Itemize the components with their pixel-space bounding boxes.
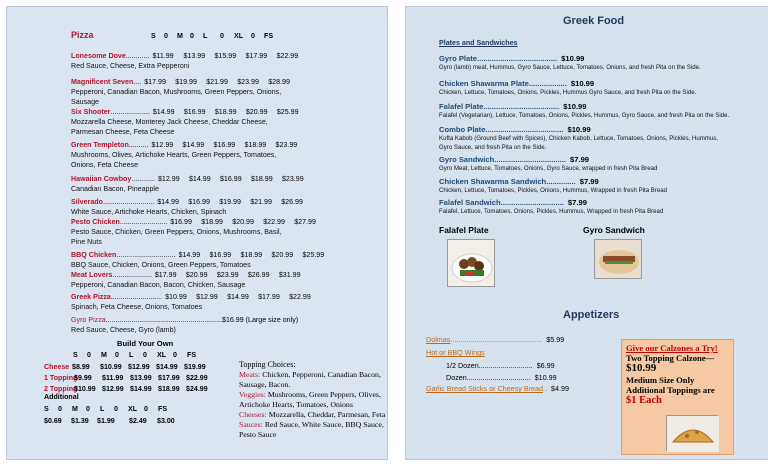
topping-label: Veggies: — [239, 390, 266, 399]
promo-line3: Medium Size Only — [626, 375, 695, 385]
topping-line — [239, 370, 381, 379]
appetizer-price: $4.99 — [551, 384, 570, 393]
topping-choices-heading: Topping Choices: — [239, 360, 296, 369]
pizza-dots: .......................... — [110, 293, 163, 301]
greek-item-name: Gyro Plate — [439, 54, 477, 63]
pizza-price: $23.99 — [281, 175, 304, 183]
additional-price-l: $1.99 — [97, 417, 115, 425]
build-row-price: $10.99 — [74, 385, 96, 393]
pizza-dots: .............................. — [116, 251, 176, 259]
pizza-price: $14.99 — [157, 198, 179, 206]
build-row-price: $17.99 — [158, 374, 180, 382]
pizza-price: $14.99 — [178, 251, 201, 259]
pizza-price: $14.99 — [182, 141, 205, 149]
pizza-row — [71, 293, 317, 302]
gyro-pizza-desc: Red Sauce, Cheese, Gyro (lamb) — [71, 326, 176, 334]
pizza-description: Parmesan Cheese, Feta Cheese — [71, 128, 175, 136]
calzone-promo-box — [621, 339, 734, 455]
greek-item-row — [439, 102, 587, 111]
greek-item-dots: .................................. — [494, 155, 567, 164]
build-header-m: M — [101, 351, 107, 359]
pizza-price: $11.99 — [152, 52, 174, 60]
promo-line5: $1 Each — [626, 395, 662, 406]
pizza-price: $13.99 — [183, 52, 206, 60]
greek-item-desc: Kufta Kabob (Ground Beef with Spices), Chicken Kabob, Lettuce, Tomatoes, Onions, Pickles, Hummus, — [439, 135, 718, 142]
build-row — [44, 363, 212, 371]
appetizer-row — [426, 335, 564, 344]
pizza-price: $22.99 — [263, 218, 285, 226]
greek-item-desc: Gyro Sauce, and fresh Pita on the Side. — [439, 144, 547, 151]
pizza-price: $17.99 — [154, 271, 177, 279]
gyro-sandwich-image — [595, 240, 642, 279]
falafel-plate-photo — [447, 239, 495, 287]
build-header-s: S — [73, 351, 78, 359]
greek-item-price: $7.99 — [567, 198, 587, 207]
additional-size-headers — [44, 405, 172, 413]
size-header-sep: 0 — [164, 32, 168, 40]
falafel-plate-image — [448, 240, 495, 287]
pizza-name: Green Templeton — [71, 141, 129, 149]
pizza-price: $16.99 — [188, 198, 210, 206]
pizza-dots: .................... — [112, 271, 152, 279]
pizza-name: Pesto Chicken — [71, 218, 120, 226]
build-header-sep: 0 — [173, 351, 177, 359]
greek-item-name: Gyro Sandwich — [439, 155, 495, 164]
pizza-price: $26.99 — [281, 198, 303, 206]
build-row-price: $19.99 — [184, 363, 206, 371]
greek-item-desc: Chicken, Lettuce, Tomatoes, Pickles, Onions, Hummus, Wrapped in fresh Pita Bread — [439, 187, 668, 194]
pizza-price: $23.99 — [275, 141, 298, 149]
size-header-sep: 0 — [220, 32, 224, 40]
pizza-description: Mozzarella Cheese, Monterey Jack Cheese, Cheddar Cheese, — [71, 118, 268, 126]
greek-item-name: Chicken Shawarma Plate — [439, 79, 529, 88]
build-header-sep: 0 — [115, 351, 119, 359]
size-header-fs: FS — [264, 32, 274, 40]
pizza-row — [71, 271, 307, 280]
build-row-price: $9.99 — [74, 374, 92, 382]
topping-cont: Pesto Sauce — [239, 430, 277, 439]
pizza-row — [71, 78, 296, 87]
topping-label: Cheeses: — [239, 410, 267, 419]
pizza-menu-page — [6, 6, 388, 460]
pizza-row — [71, 52, 304, 61]
build-row-price: $11.99 — [102, 374, 124, 382]
pizza-dots: ........................ — [119, 218, 168, 226]
pizza-name: Six Shooter — [71, 108, 111, 116]
greek-item-price: $10.99 — [567, 125, 591, 134]
pizza-price: $20.99 — [232, 218, 254, 226]
pizza-description: Onions, Feta Cheese — [71, 161, 139, 169]
additional-header-sep: 0 — [58, 405, 62, 413]
build-row-label: Cheese — [44, 363, 70, 371]
appetizers-title: Appetizers — [563, 309, 620, 321]
topping-line — [239, 420, 384, 429]
pizza-name: Hawaiian Cowboy — [71, 175, 132, 183]
additional-price-s: $0.69 — [44, 417, 62, 425]
pizza-name: Greek Pizza — [71, 293, 111, 301]
greek-item-dots: ...................................... — [476, 54, 558, 63]
pizza-name: Meat Lovers — [71, 271, 113, 279]
promo-price: $10.99 — [626, 362, 657, 374]
build-row — [44, 385, 214, 393]
pizza-row — [71, 251, 330, 260]
plates-sandwiches-heading: Plates and Sandwiches — [439, 39, 518, 47]
pizza-description: Sausage — [71, 98, 100, 106]
build-row-price: $12.99 — [128, 363, 150, 371]
additional-header-sep: 0 — [86, 405, 90, 413]
greek-item-row — [439, 177, 599, 186]
gyro-pizza-name: Gyro Pizza — [71, 316, 106, 324]
topping-text: Red Sauce, White Sauce, BBQ Sauce, — [264, 420, 384, 429]
size-header-l: L — [203, 32, 208, 40]
build-size-headers — [73, 351, 201, 359]
size-header-s: S — [151, 32, 156, 40]
appetizer-price — [485, 348, 489, 357]
pizza-row — [71, 175, 310, 184]
appetizer-name: Garlic Bread Sticks or Cheesy Bread — [426, 384, 544, 393]
additional-price-fs: $3.00 — [157, 417, 175, 425]
build-row-price: $24.99 — [186, 385, 208, 393]
pizza-price: $20.99 — [271, 251, 294, 259]
appetizer-dots: ................................ — [466, 373, 531, 382]
build-row-label: 2 Topping — [44, 385, 78, 393]
pizza-price: $16.99 — [219, 175, 242, 183]
topping-label: Meats: — [239, 370, 261, 379]
pizza-price: $12.99 — [151, 141, 174, 149]
pizza-price: $16.99 — [170, 218, 192, 226]
pizza-description: Spinach, Feta Cheese, Onions, Tomatoes — [71, 303, 203, 311]
greek-item-name: Combo Plate — [439, 125, 486, 134]
pizza-description: White Sauce, Artichoke Hearts, Chicken, Spinach — [71, 208, 227, 216]
topping-text: Mushrooms, Green Peppers, Olives, — [267, 390, 381, 399]
greek-item-row — [439, 79, 594, 88]
promo-line1: Give our Calzones a Try! — [626, 343, 718, 353]
pizza-description: Pine Nuts — [71, 238, 102, 246]
appetizer-dots: .............................................. — [450, 335, 543, 344]
pizza-price: $18.99 — [214, 108, 237, 116]
build-your-own-heading: Build Your Own — [117, 339, 174, 348]
pizza-price: $21.99 — [250, 198, 272, 206]
pizza-price: $14.99 — [227, 293, 249, 301]
greek-item-desc: Gyro Meat, Lettuce, Tomatoes, Onions, Gyro Sauce, wrapped in fresh Pita Bread — [439, 165, 658, 172]
pizza-price: $31.99 — [278, 271, 301, 279]
falafel-plate-photo-label: Falafel Plate — [439, 225, 489, 235]
topping-line — [239, 390, 381, 399]
greek-food-page — [405, 6, 768, 460]
build-row — [44, 374, 214, 382]
pizza-price: $22.99 — [276, 52, 299, 60]
appetizer-name: Dolmas — [426, 335, 451, 344]
pizza-price: $26.99 — [247, 271, 270, 279]
gyro-pizza-row — [71, 316, 298, 325]
pizza-heading: Pizza — [71, 30, 94, 40]
pizza-description: Red Sauce, Cheese, Extra Pepperoni — [71, 62, 190, 70]
pizza-price: $18.99 — [201, 218, 223, 226]
greek-item-row — [439, 198, 587, 207]
pizza-price: $23.99 — [216, 271, 239, 279]
additional-header-sep: 0 — [144, 405, 148, 413]
appetizer-name: Dozen — [446, 373, 467, 382]
pizza-dots: .... — [133, 78, 142, 86]
pizza-description: Canadian Bacon, Pineapple — [71, 185, 159, 193]
pizza-price: $19.99 — [175, 78, 197, 86]
promo-line4: Additional Toppings are — [626, 385, 715, 395]
additional-price-xl: $2.49 — [129, 417, 147, 425]
pizza-price: $18.99 — [250, 175, 273, 183]
size-header-sep: 0 — [190, 32, 194, 40]
appetizer-row — [446, 373, 557, 382]
greek-item-name: Falafel Sandwich — [439, 198, 501, 207]
additional-header-m: M — [72, 405, 78, 413]
pizza-description: Pepperoni, Canadian Bacon, Bacon, Chicken, Sausage — [71, 281, 246, 289]
gyro-pizza-price: $16.99 (Large size only) — [222, 316, 299, 324]
pizza-row — [71, 141, 304, 150]
pizza-price: $18.99 — [244, 141, 267, 149]
pizza-price: $28.99 — [268, 78, 290, 86]
appetizer-name: Hot or BBQ Wings — [426, 348, 485, 357]
pizza-name: BBQ Chicken — [71, 251, 117, 259]
pizza-price: $12.99 — [196, 293, 218, 301]
additional-header-l: L — [100, 405, 105, 413]
pizza-price: $15.99 — [214, 52, 237, 60]
greek-item-dots: ..................................... — [485, 125, 564, 134]
build-row-price: $22.99 — [186, 374, 208, 382]
calzone-image — [667, 416, 719, 452]
pizza-price: $14.99 — [188, 175, 211, 183]
size-header-sep: 0 — [251, 32, 255, 40]
appetizer-price: $10.99 — [534, 373, 557, 382]
pizza-size-headers — [151, 32, 277, 41]
pizza-dots: .......................... — [102, 198, 155, 206]
pizza-price: $19.99 — [219, 198, 241, 206]
pizza-description: Mushrooms, Olives, Artichoke Hearts, Green Peppers, Tomatoes, — [71, 151, 277, 159]
pizza-price: $16.99 — [183, 108, 206, 116]
pizza-price: $20.99 — [185, 271, 208, 279]
pizza-price: $21.99 — [206, 78, 228, 86]
build-header-xl: XL — [157, 351, 167, 359]
additional-header-xl: XL — [128, 405, 138, 413]
greek-item-desc: Chicken, Lettuce, Tomatoes, Onions, Pickles, Hummus Gyro Sauce, and fresh Pita on the Side. — [439, 89, 697, 96]
additional-label: Additional — [44, 393, 79, 401]
appetizer-row — [426, 384, 569, 393]
pizza-price: $14.99 — [152, 108, 175, 116]
greek-item-dots: .............. — [546, 177, 576, 186]
pizza-price: $10.99 — [165, 293, 187, 301]
appetizer-dots: .. — [543, 384, 548, 393]
greek-item-dots: .............................. — [500, 198, 564, 207]
greek-item-dots: .................................... — [483, 102, 560, 111]
greek-item-row — [439, 155, 589, 164]
pizza-dots: ............ — [131, 175, 155, 183]
appetizer-row — [446, 361, 555, 370]
pizza-price: $23.99 — [237, 78, 259, 86]
appetizer-price: $5.99 — [546, 335, 565, 344]
build-header-fs: FS — [187, 351, 197, 359]
additional-price-m: $1.39 — [71, 417, 89, 425]
pizza-row — [71, 198, 309, 207]
pizza-price: $17.99 — [144, 78, 166, 86]
pizza-row — [71, 108, 305, 117]
greek-item-price: $10.99 — [561, 54, 585, 63]
build-header-sep: 0 — [87, 351, 91, 359]
greek-item-desc: Falafel, Lettuce, Tomatoes, Onions, Pickles, Hummus, Wrapped in fresh Pita Bread — [439, 208, 664, 215]
topping-text: Mozzarella, Cheddar, Parmesan, Feta — [268, 410, 386, 419]
pizza-price: $17.99 — [258, 293, 280, 301]
pizza-price: $20.99 — [245, 108, 268, 116]
topping-text: Chicken, Pepperoni, Canadian Bacon, — [262, 370, 381, 379]
greek-item-name: Chicken Shawarma Sandwich — [439, 177, 547, 186]
pizza-description: Pesto Sauce, Chicken, Green Peppers, Onions, Mushrooms, Basil, — [71, 228, 282, 236]
greek-item-name: Falafel Plate — [439, 102, 484, 111]
greek-item-desc: Falafel (Vegetarian), Lettuce, Tomatoes, Onions, Pickles, Hummus, Gyro Sauce, and fresh Pita on the Side. — [439, 112, 730, 119]
build-row-price: $10.99 — [100, 363, 122, 371]
greek-item-price: $10.99 — [570, 79, 595, 88]
appetizer-row — [426, 348, 489, 357]
greek-item-price: $7.99 — [570, 155, 590, 164]
pizza-price: $17.99 — [245, 52, 268, 60]
greek-item-row — [439, 54, 584, 63]
build-header-l: L — [129, 351, 134, 359]
greek-food-title: Greek Food — [563, 15, 625, 27]
pizza-description: Pepperoni, Canadian Bacon, Mushrooms, Green Peppers, Onions, — [71, 88, 282, 96]
size-header-m: M — [177, 32, 183, 40]
topping-line — [239, 410, 385, 419]
pizza-dots: ............ — [125, 52, 150, 60]
pizza-row — [71, 218, 322, 227]
build-row-label: 1 Topping — [44, 374, 78, 382]
calzone-photo — [666, 415, 718, 451]
appetizer-dots: ........................... — [478, 361, 533, 370]
greek-item-price: $10.99 — [563, 102, 587, 111]
topping-label: Sauces: — [239, 420, 263, 429]
build-header-sep: 0 — [143, 351, 147, 359]
build-row-price: $14.99 — [130, 385, 152, 393]
pizza-price: $27.99 — [294, 218, 316, 226]
appetizer-name: 1/2 Dozen — [446, 361, 479, 370]
size-header-xl: XL — [234, 32, 244, 40]
build-row-price: $18.99 — [158, 385, 180, 393]
pizza-price: $16.99 — [213, 141, 236, 149]
pizza-name: Magnificent Seven — [71, 78, 134, 86]
topping-cont: Sausage, Bacon. — [239, 380, 291, 389]
build-row-price: $14.99 — [156, 363, 178, 371]
build-row-price: $8.99 — [72, 363, 90, 371]
pizza-price: $25.99 — [276, 108, 299, 116]
gyro-pizza-dots: ........................................................... — [105, 316, 222, 324]
topping-cont: Artichoke Hearts, Tomatoes, Onions — [239, 400, 353, 409]
additional-header-s: S — [44, 405, 49, 413]
pizza-price: $12.99 — [157, 175, 180, 183]
pizza-description: BBQ Sauce, Chicken, Onions, Green Peppers, Tomatoes — [71, 261, 251, 269]
gyro-sandwich-photo — [594, 239, 642, 279]
promo-line2: Two Topping Calzone— — [626, 353, 715, 363]
pizza-price: $22.99 — [289, 293, 311, 301]
greek-item-desc: Gyro (lamb) meat, Hummus, Gyro Sauce, Lettuce, Tomatoes, Onions, and fresh Pita on the Side. — [439, 64, 701, 71]
pizza-dots: .................... — [110, 108, 150, 116]
appetizer-price: $6.99 — [536, 361, 555, 370]
pizza-price: $16.99 — [209, 251, 232, 259]
greek-item-row — [439, 125, 591, 134]
pizza-name: Silverado — [71, 198, 103, 206]
additional-prices — [44, 417, 183, 425]
greek-item-price: $7.99 — [579, 177, 599, 186]
build-row-price: $13.99 — [130, 374, 152, 382]
pizza-price: $18.99 — [240, 251, 263, 259]
build-row-price: $12.99 — [102, 385, 124, 393]
pizza-name: Lonesome Dove — [71, 52, 126, 60]
greek-item-dots: .................. — [528, 79, 567, 88]
pizza-price: $25.99 — [302, 251, 325, 259]
gyro-sandwich-photo-label: Gyro Sandwich — [583, 225, 645, 235]
additional-header-fs: FS — [158, 405, 168, 413]
pizza-dots: .......... — [128, 141, 149, 149]
additional-header-sep: 0 — [114, 405, 118, 413]
